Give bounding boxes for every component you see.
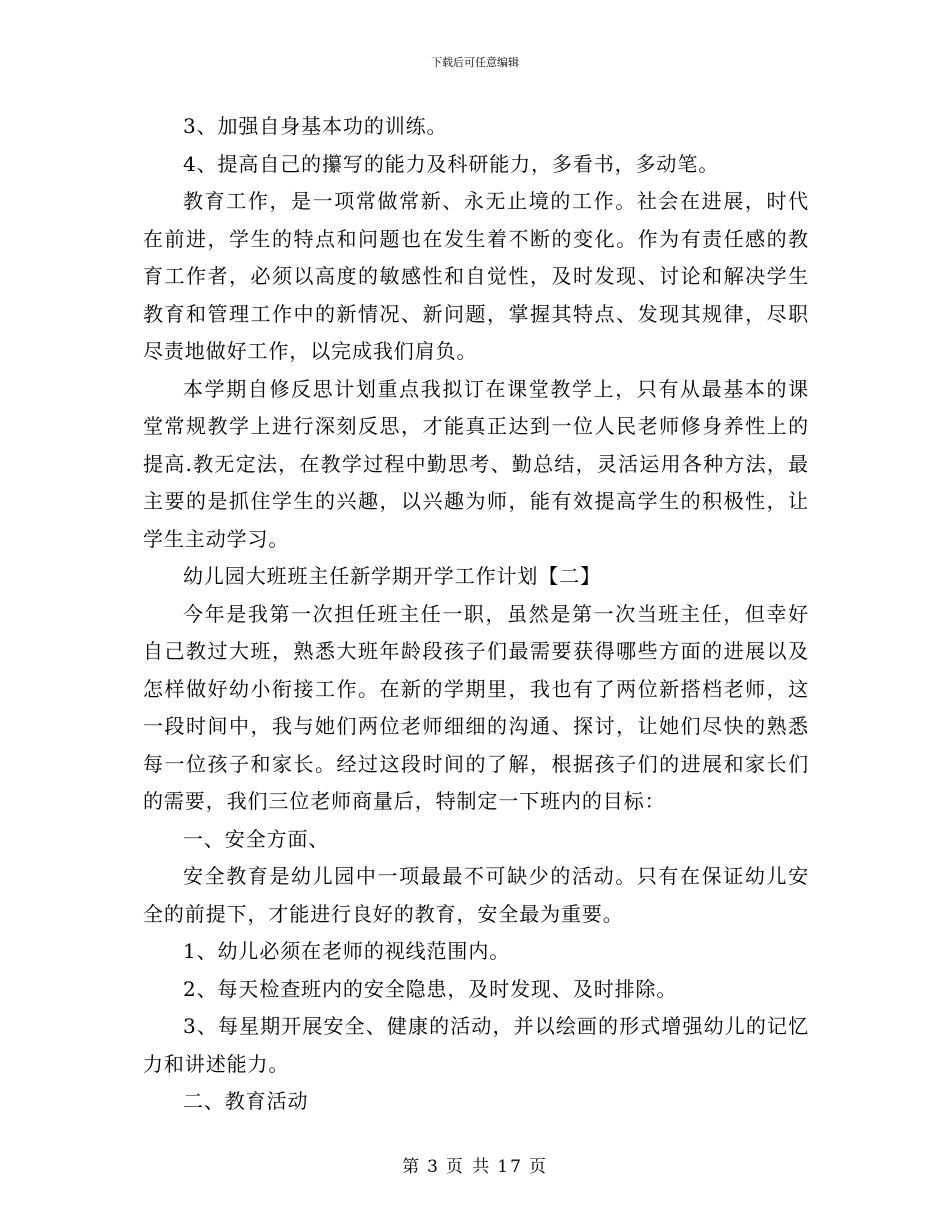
paragraph: 本学期自修反思计划重点我拟订在课堂教学上，只有从最基本的课堂常规教学上进行深刻反思，才能真正达到一位人民老师修身养性上的提高.教无定法，在教学过程中勤思考、勤总结，灵活运用各种方法，最主要的是抓住学生的兴趣，以兴趣为师，能有效提高学生的积极性，让学生主动学习。: [143, 376, 809, 551]
paragraph: 4、提高自己的攥写的能力及科研能力，多看书，多动笔。: [183, 151, 720, 176]
paragraph: 3、加强自身基本功的训练。: [183, 114, 448, 138]
section-title: 幼儿园大班班主任新学期开学工作计划【二】: [183, 564, 601, 588]
section-heading: 二、教育活动: [183, 1089, 309, 1113]
paragraph: 教育工作，是一项常做常新、永无止境的工作。社会在进展，时代在前进，学生的特点和问题也在发生着不断的变化。作为有责任感的教育工作者，必须以高度的敏感性和自觉性，及时发现、讨论和解决学生教育和管理工作中的新情况、新问题，掌握其特点、发现其规律，尽职尽责地做好工作，以完成我们肩负。: [143, 189, 809, 363]
list-item: 2、每天检查班内的安全隐患，及时发现、及时排除。: [183, 976, 678, 1001]
paragraph: 安全教育是幼儿园中一项最最不可缺少的活动。只有在保证幼儿安全的前提下，才能进行良好的教育，安全最为重要。: [143, 864, 809, 926]
list-item: 1、幼儿必须在老师的视线范围内。: [183, 939, 511, 963]
current-page-number: 3: [427, 1157, 440, 1177]
footer-suffix: 页: [528, 1157, 548, 1177]
footer-middle: 页 共: [445, 1157, 492, 1177]
document-body: [143, 108, 809, 1121]
list-item: 3、每星期开展安全、健康的活动，并以绘画的形式增强幼儿的记忆力和讲述能力。: [143, 1014, 809, 1076]
page-footer: [0, 1152, 950, 1177]
footer-prefix: 第: [402, 1157, 422, 1177]
total-pages-number: 17: [497, 1157, 523, 1177]
paragraph: 今年是我第一次担任班主任一职，虽然是第一次当班主任，但幸好自己教过大班，熟悉大班年龄段孩子们最需要获得哪些方面的进展以及怎样做好幼小衔接工作。在新的学期里，我也有了两位新搭档老师，这一段时间中，我与她们两位老师细细的沟通、探讨，让她们尽快的熟悉每一位孩子和家长。经过这段时间的了解，根据孩子们的进展和家长们的需要，我们三位老师商量后，特制定一下班内的目标：: [143, 601, 809, 813]
section-heading: 一、安全方面、: [183, 826, 330, 851]
header-note: 下载后可任意编辑: [431, 56, 519, 69]
